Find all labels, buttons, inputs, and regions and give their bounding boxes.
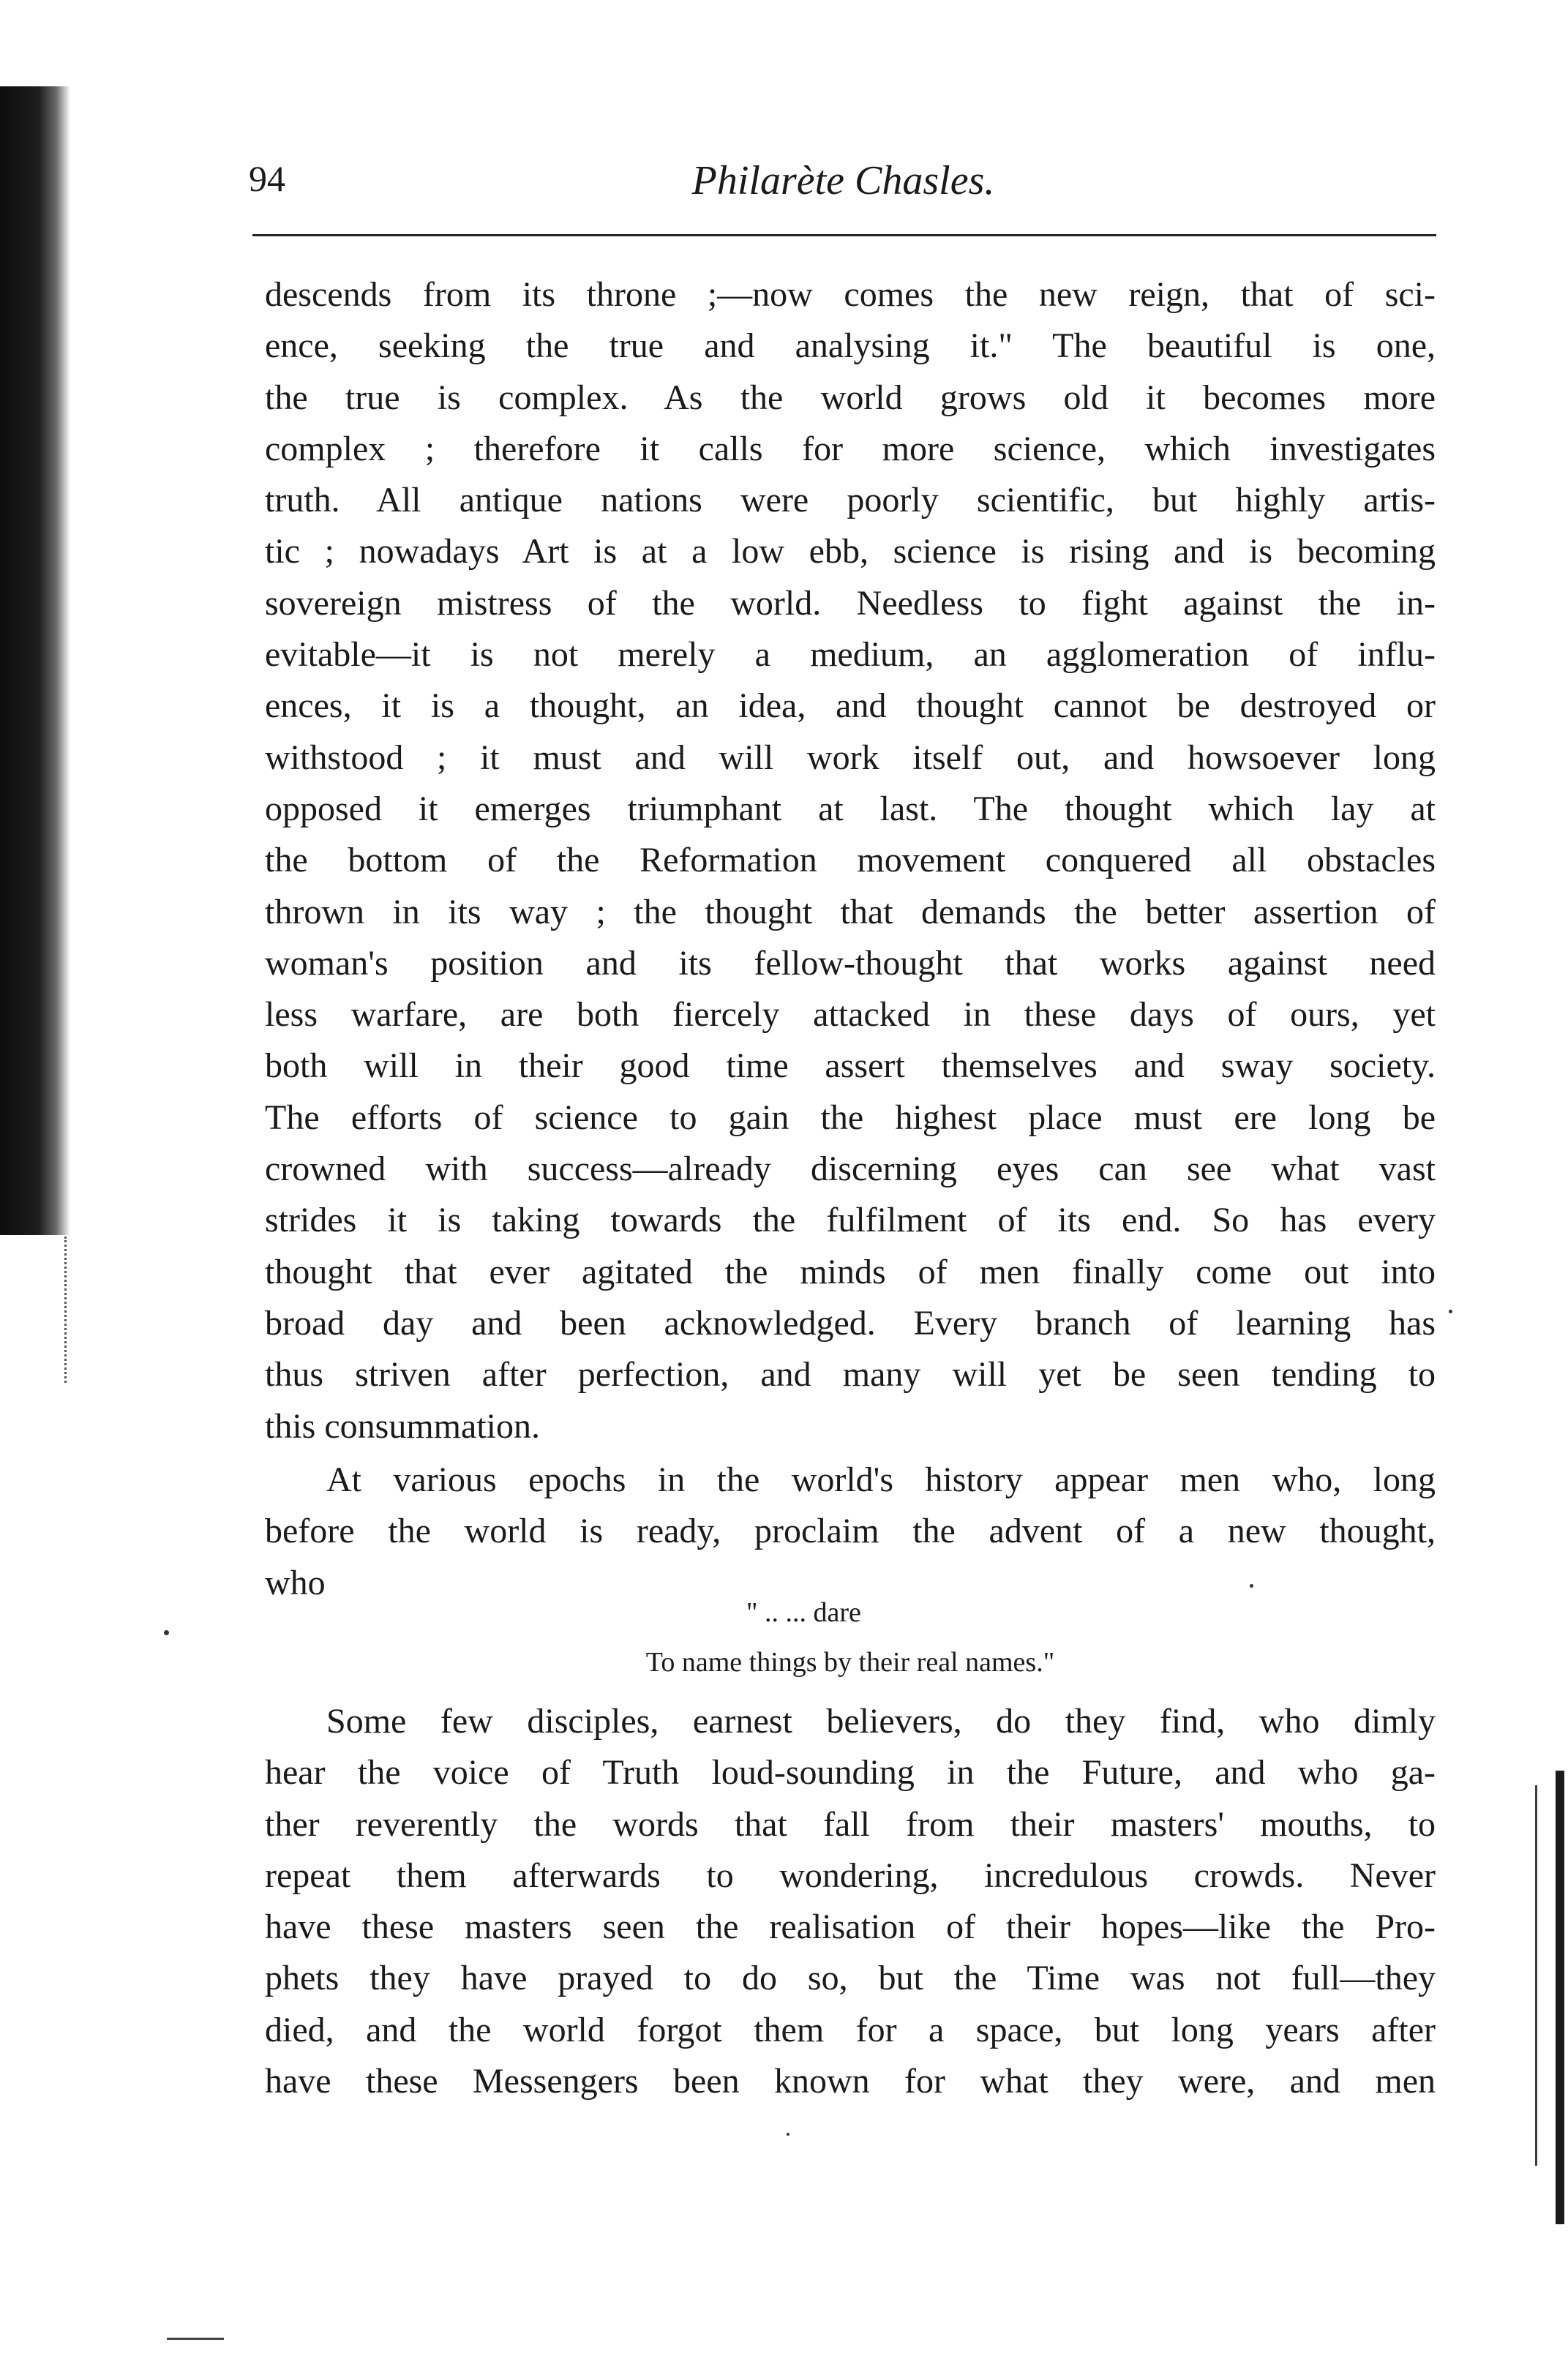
header-rule [252, 234, 1436, 236]
text-line: evitable—it is not merely a medium, an agglomeration of influ- [265, 635, 1436, 675]
scan-speck [787, 2133, 789, 2136]
text-line: broad day and been acknowledged. Every branch of learning has [265, 1303, 1436, 1343]
quotation-line-1: " .. ... dare [746, 1597, 861, 1628]
text-line: ther reverently the words that fall from their masters' mouths, to [265, 1804, 1436, 1844]
running-head: Philarète Chasles. [691, 158, 995, 203]
text-line: At various epochs in the world's history appear men who, long [326, 1460, 1436, 1499]
text-line: have these Messengers been known for what they were, and men [265, 2062, 1436, 2101]
text-line: repeat them afterwards to wondering, incredulous crowds. Never [265, 1855, 1436, 1895]
text-line: woman's position and its fellow-thought that works against need [265, 943, 1436, 983]
scanned-binding-edge [0, 86, 70, 1235]
text-line: Some few disciples, earnest believers, do they find, who dimly [326, 1702, 1436, 1741]
text-line: ences, it is a thought, an idea, and thought cannot be destroyed or [265, 686, 1436, 726]
paragraph-1 [265, 269, 1436, 1452]
scan-artifact-mark [167, 2338, 224, 2340]
scanned-right-edge [1556, 1771, 1564, 2224]
scan-speck [1449, 1310, 1452, 1313]
quotation-line-2: To name things by their real names." [645, 1647, 1055, 1678]
text-line: this consummation. [265, 1406, 540, 1446]
page-number: 94 [249, 158, 285, 199]
text-line: less warfare, are both fiercely attacked in these days of ours, yet [265, 995, 1436, 1035]
text-line: phets they have prayed to do so, but the Time was not full—they [265, 1959, 1436, 1998]
text-line: truth. All antique nations were poorly scientific, but highly artis- [265, 481, 1436, 520]
text-line: ence, seeking the true and analysing it." The beautiful is one, [265, 326, 1436, 366]
text-line: both will in their good time assert themselves and sway society. [265, 1046, 1436, 1086]
text-line: The efforts of science to gain the highest place must ere long be [265, 1097, 1436, 1137]
text-line: complex ; therefore it calls for more science, which investigates [265, 429, 1436, 468]
text-line: descends from its throne ;—now comes the new reign, that of sci- [265, 275, 1436, 314]
text-line: who [265, 1563, 326, 1602]
page-header [249, 157, 1438, 216]
text-line: withstood ; it must and will work itself out, and howsoever long [265, 738, 1436, 777]
text-line: thrown in its way ; the thought that demands the better assertion of [265, 892, 1436, 931]
text-line: died, and the world forgot them for a space, but long years after [265, 2010, 1436, 2049]
scanned-right-edge-line [1535, 1785, 1537, 2166]
text-line: sovereign mistress of the world. Needless to fight against the in- [265, 583, 1436, 623]
text-line: tic ; nowadays Art is at a low ebb, science is rising and is becoming [265, 532, 1436, 571]
text-line: strides it is taking towards the fulfilment of its end. So has every [265, 1201, 1436, 1240]
text-line: before the world is ready, proclaim the advent of a new thought, [265, 1512, 1436, 1551]
text-line: hear the voice of Truth loud-sounding in the Future, and who ga- [265, 1753, 1436, 1793]
text-line: the true is complex. As the world grows old it becomes more [265, 378, 1436, 417]
scan-speck [164, 1630, 169, 1635]
text-line: thus striven after perfection, and many will yet be seen tending to [265, 1355, 1436, 1395]
text-line: crowned with success—already discerning eyes can see what vast [265, 1149, 1436, 1189]
text-line: the bottom of the Reformation movement conquered all obstacles [265, 841, 1436, 880]
paragraph-2 [265, 1455, 1436, 1609]
text-line: opposed it emerges triumphant at last. The thought which lay at [265, 789, 1436, 828]
scanned-edge-dots [64, 1237, 70, 1383]
text-line: thought that ever agitated the minds of men finally come out into [265, 1252, 1436, 1291]
text-line: have these masters seen the realisation of their hopes—like the Pro- [265, 1907, 1436, 1947]
paragraph-3 [265, 1696, 1436, 2107]
